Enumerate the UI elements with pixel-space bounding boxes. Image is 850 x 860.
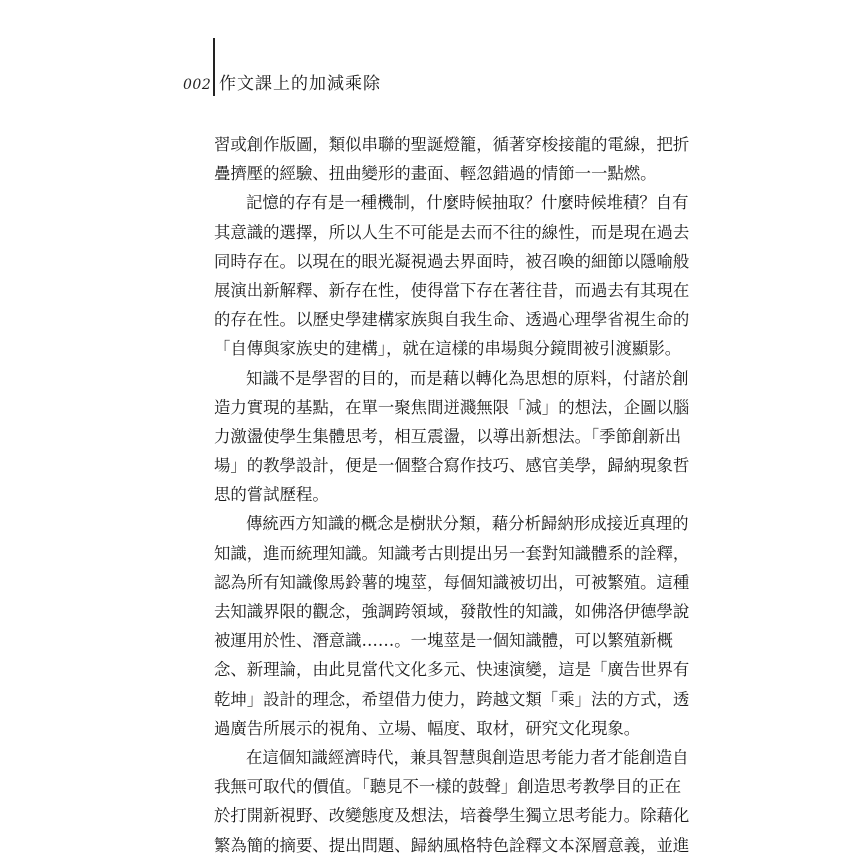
text-line: 記憶的存有是一種機制，什麼時候抽取？什麼時候堆積？自有 (246, 193, 689, 213)
text-line: 在這個知識經濟時代，兼具智慧與創造思考能力者才能創造自 (246, 747, 689, 767)
text-line: 去知識界限的觀念，強調跨領域，發散性的知識，如佛洛伊德學說 (214, 602, 690, 621)
text-line: 被運用於性、潛意識……。一塊莖是一個知識體，可以繁殖新概 (214, 631, 673, 651)
page-number: 002 (183, 77, 212, 93)
text-line: 傳統西方知識的概念是樹狀分類，藉分析歸納形成接近真理的 (246, 514, 689, 534)
text-line: 認為所有知識像馬鈴薯的塊莖，每個知識被切出，可被繁殖。這種 (214, 572, 690, 592)
header-vertical-rule (213, 38, 215, 96)
text-line: 我無可取代的價值。「聽見不一樣的鼓聲」創造思考教學目的正在 (214, 777, 682, 797)
text-line: 的存在性。以歷史學建構家族與自我生命、透過心理學省視生命的 (214, 310, 690, 330)
text-line: 場」的教學設計，便是一個整合寫作技巧、感官美學，歸納現象哲 (214, 456, 690, 476)
text-line: 其意識的選擇，所以人生不可能是去而不往的線性，而是現在過去 (214, 222, 690, 242)
text-line: 繁為簡的摘要、提出問題、歸納風格特色詮釋文本深層意義，並進 (214, 835, 690, 855)
text-line: 乾坤」設計的理念，希望借力使力，跨越文類「乘」法的方式，透 (214, 689, 690, 709)
text-line: 知識不是學習的目的，而是藉以轉化為思想的原料，付諸於創 (246, 368, 689, 388)
text-line: 同時存在。以現在的眼光凝視過去界面時，被召喚的細節以隱喻般 (214, 251, 690, 271)
text-line: 知識，進而統理知識。知識考古則提出另一套對知識體系的詮釋， (214, 543, 690, 563)
text-line: 造力實現的基點，在單一聚焦間迸濺無限「減」的想法，企圖以腦 (214, 397, 690, 417)
text-line: 習或創作版圖，類似串聯的聖誕燈籠，循著穿梭接龍的電線，把折 (214, 135, 690, 154)
text-line: 展演出新解釋、新存在性，使得當下存在著往昔，而過去有其現在 (214, 280, 690, 300)
text-line: 過廣告所展示的視角、立場、幅度、取材，研究文化現象。 (214, 718, 641, 738)
text-line: 思的嘗試歷程。 (214, 485, 329, 505)
text-line: 「自傳與家族史的建構」，就在這樣的串場與分鏡間被引渡顯影。 (214, 339, 682, 359)
text-line: 念、新理論，由此見當代文化多元、快速演變，這是「廣告世界有 (214, 660, 690, 680)
body-text (214, 130, 690, 860)
running-title: 作文課上的加減乘除 (219, 74, 381, 94)
text-line: 力激盪使學生集體思考，相互震盪，以導出新想法。「季節創新出 (214, 426, 682, 446)
text-line: 疊擠壓的經驗、扭曲變形的畫面、輕忽錯過的情節一一點燃。 (214, 164, 657, 184)
text-line: 於打開新視野、改變態度及想法，培養學生獨立思考能力。除藉化 (214, 806, 690, 826)
